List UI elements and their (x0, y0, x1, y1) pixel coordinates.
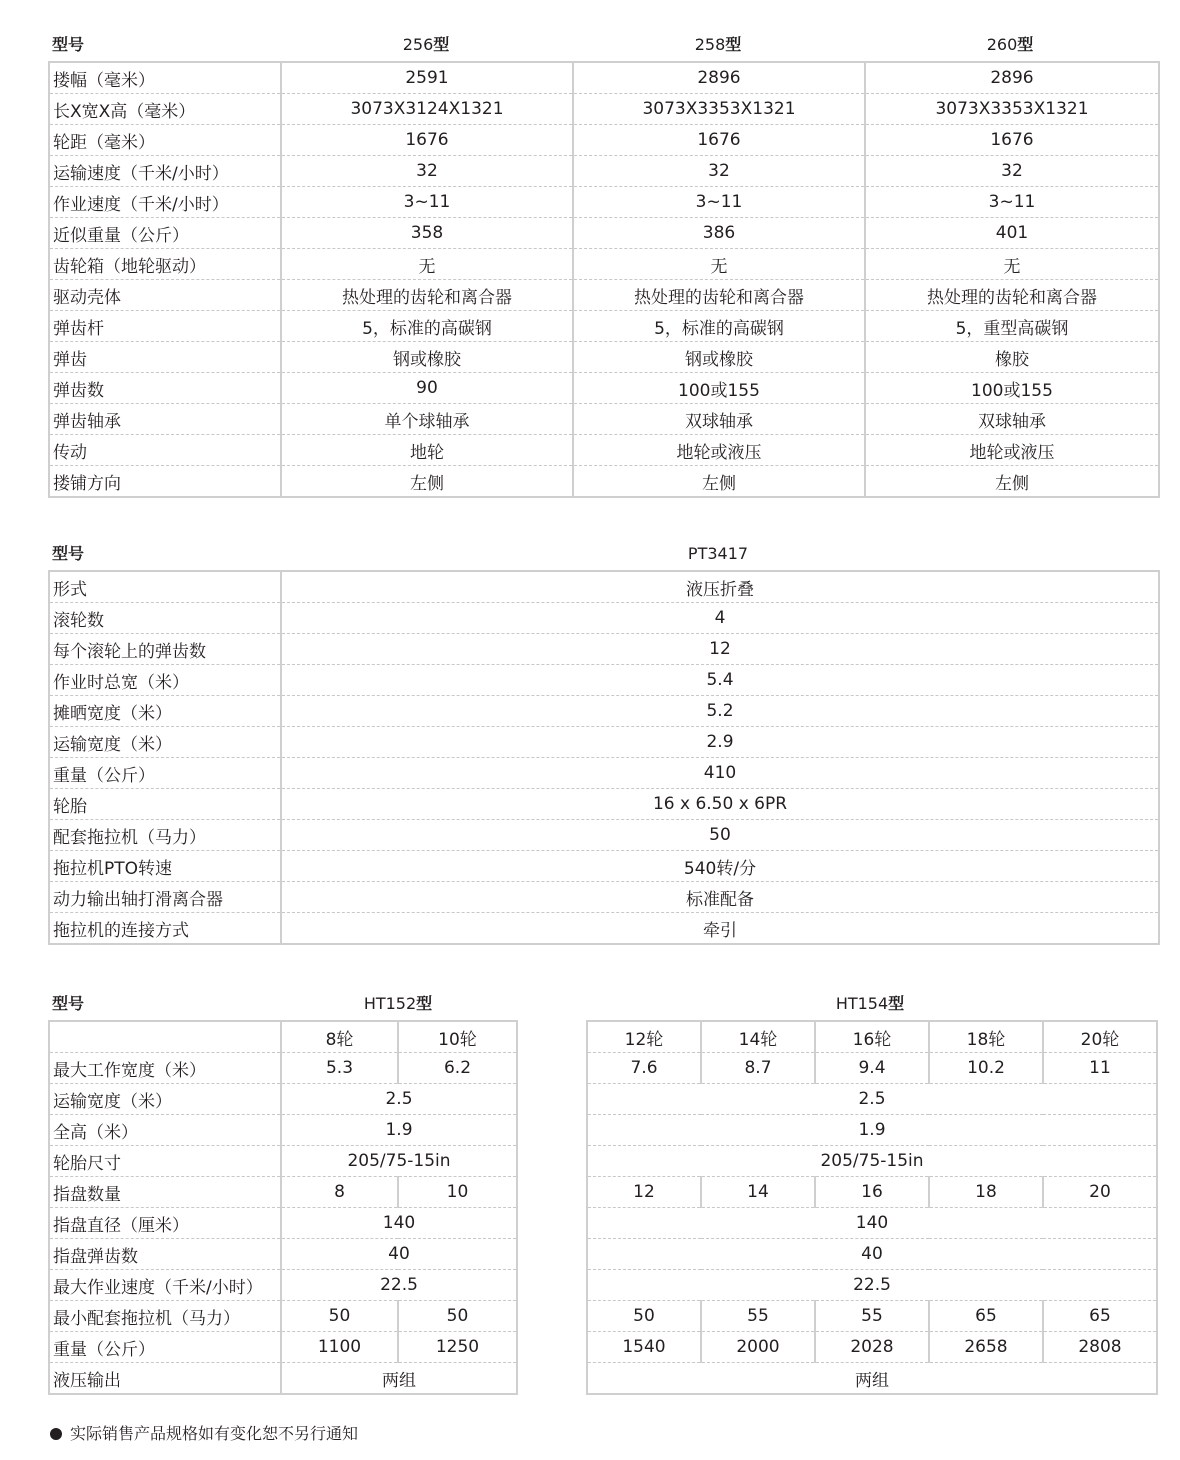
spec-value: 5，标准的高碳钢 (281, 311, 573, 342)
spec-value: 65 (929, 1301, 1043, 1332)
row-label: 重量（公斤） (49, 1332, 281, 1363)
row-label: 最小配套拖拉机（马力） (49, 1301, 281, 1332)
table-row (49, 1270, 517, 1301)
table-row (49, 1115, 517, 1146)
table-row (49, 1208, 517, 1239)
spec-table-ht154 (586, 1020, 1158, 1395)
spec-value: 4 (281, 603, 1159, 634)
row-label: 液压输出 (49, 1363, 281, 1395)
column-header: 20轮 (1043, 1021, 1157, 1053)
row-label: 重量（公斤） (49, 758, 281, 789)
table-row (49, 1301, 517, 1332)
table-row (587, 1177, 1157, 1208)
table-row (49, 851, 1159, 882)
spec-value: 1676 (281, 125, 573, 156)
spec-value: 386 (573, 218, 865, 249)
spec-value: 2.5 (281, 1084, 517, 1115)
table-row (49, 156, 1159, 187)
table-row (587, 1084, 1157, 1115)
spec-value: 5，标准的高碳钢 (573, 311, 865, 342)
model-label: 型号 (52, 35, 85, 54)
table-row (49, 820, 1159, 851)
table-row (49, 913, 1159, 945)
spec-value: 55 (815, 1301, 929, 1332)
spec-value: 2658 (929, 1332, 1043, 1363)
table-row (587, 1332, 1157, 1363)
row-label: 动力输出轴打滑离合器 (49, 882, 281, 913)
table-row (49, 187, 1159, 218)
spec-value: 无 (281, 249, 573, 280)
spec-value: 两组 (587, 1363, 1157, 1395)
table-row (49, 125, 1159, 156)
spec-value: 6.2 (398, 1053, 517, 1084)
table-row (49, 280, 1159, 311)
spec-value: 358 (281, 218, 573, 249)
spec-value: 1100 (281, 1332, 398, 1363)
table-row (49, 342, 1159, 373)
row-label: 每个滚轮上的弹齿数 (49, 634, 281, 665)
table-row (587, 1270, 1157, 1301)
model-258-title: 258型 (694, 35, 742, 54)
row-label: 作业时总宽（米） (49, 665, 281, 696)
table-row (49, 1146, 517, 1177)
spec-value: 90 (281, 373, 573, 404)
spec-value: 8.7 (701, 1053, 815, 1084)
model-260-title: 260型 (986, 35, 1034, 54)
spec-value: 14 (701, 1177, 815, 1208)
spec-value: 205/75-15in (281, 1146, 517, 1177)
row-label: 弹齿杆 (49, 311, 281, 342)
table-row (49, 665, 1159, 696)
spec-value: 双球轴承 (865, 404, 1159, 435)
spec-value: 1250 (398, 1332, 517, 1363)
spec-value: 2028 (815, 1332, 929, 1363)
spec-value: 2000 (701, 1332, 815, 1363)
column-header: 8轮 (281, 1021, 398, 1053)
row-label: 拖拉机PTO转速 (49, 851, 281, 882)
row-label: 弹齿轴承 (49, 404, 281, 435)
row-label: 长X宽X高（毫米） (49, 94, 281, 125)
table-row (49, 603, 1159, 634)
spec-value: 11 (1043, 1053, 1157, 1084)
spec-value: 50 (281, 1301, 398, 1332)
row-label: 运输速度（千米/小时） (49, 156, 281, 187)
spec-value: 两组 (281, 1363, 517, 1395)
spec-value: 双球轴承 (573, 404, 865, 435)
table-row (49, 634, 1159, 665)
row-label: 驱动壳体 (49, 280, 281, 311)
spec-value: 140 (281, 1208, 517, 1239)
spec-value: 3073X3124X1321 (281, 94, 573, 125)
spec-value: 50 (587, 1301, 701, 1332)
table-row (49, 727, 1159, 758)
table-row (49, 1084, 517, 1115)
row-label: 轮距（毫米） (49, 125, 281, 156)
table-row (49, 571, 1159, 603)
column-header: 12轮 (624, 1029, 664, 1050)
row-label: 传动 (49, 435, 281, 466)
spec-value: 5.2 (281, 696, 1159, 727)
spec-value: 3~11 (573, 187, 865, 218)
row-label: 摊晒宽度（米） (49, 696, 281, 727)
spec-value: 左侧 (865, 466, 1159, 498)
row-label: 运输宽度（米） (49, 1084, 281, 1115)
table-row (49, 1239, 517, 1270)
spec-value: 液压折叠 (281, 571, 1159, 603)
spec-value: 2808 (1043, 1332, 1157, 1363)
table-row (49, 1053, 517, 1084)
row-label: 指盘数量 (49, 1177, 281, 1208)
spec-value: 无 (573, 249, 865, 280)
row-label: 滚轮数 (49, 603, 281, 634)
row-label: 最大作业速度（千米/小时） (49, 1270, 281, 1301)
spec-value: 9.4 (815, 1053, 929, 1084)
spec-value: 3~11 (281, 187, 573, 218)
table-row (49, 1332, 517, 1363)
table-row (49, 758, 1159, 789)
spec-value: 5.3 (281, 1053, 398, 1084)
spec-value: 12 (281, 634, 1159, 665)
row-label: 作业速度（千米/小时） (49, 187, 281, 218)
table-row (49, 404, 1159, 435)
spec-value: 540转/分 (281, 851, 1159, 882)
spec-value: 3~11 (865, 187, 1159, 218)
column-header: 18轮 (929, 1021, 1043, 1053)
table-row (587, 1239, 1157, 1270)
spec-value: 100或155 (865, 373, 1159, 404)
spec-value: 18 (929, 1177, 1043, 1208)
spec-value: 100或155 (573, 373, 865, 404)
spec-value: 1540 (587, 1332, 701, 1363)
model-256-title: 256型 (402, 35, 450, 54)
spec-value: 单个球轴承 (281, 404, 573, 435)
spec-value: 地轮 (281, 435, 573, 466)
spec-value: 无 (865, 249, 1159, 280)
spec-value: 410 (281, 758, 1159, 789)
table-row (49, 882, 1159, 913)
spec-value: 2591 (281, 62, 573, 94)
table-row (49, 466, 1159, 498)
spec-value: 20 (1043, 1177, 1157, 1208)
spec-value: 5.4 (281, 665, 1159, 696)
spec-value: 热处理的齿轮和离合器 (573, 280, 865, 311)
row-label: 拖拉机的连接方式 (49, 913, 281, 945)
spec-value: 牵引 (281, 913, 1159, 945)
spec-value: 50 (281, 820, 1159, 851)
spec-value: 热处理的齿轮和离合器 (865, 280, 1159, 311)
row-label: 指盘直径（厘米） (49, 1208, 281, 1239)
table-row (49, 311, 1159, 342)
spec-value: 2896 (573, 62, 865, 94)
table-row (587, 1146, 1157, 1177)
table-row (49, 696, 1159, 727)
spec-value: 左侧 (281, 466, 573, 498)
spec-value: 钢或橡胶 (281, 342, 573, 373)
spec-value: 1.9 (587, 1115, 1157, 1146)
spec-value: 12 (587, 1177, 701, 1208)
model-ht154-title: HT154型 (835, 994, 905, 1013)
row-label: 指盘弹齿数 (49, 1239, 281, 1270)
table-row (49, 249, 1159, 280)
spec-value: 205/75-15in (587, 1146, 1157, 1177)
model-ht152-title: HT152型 (363, 994, 433, 1013)
spec-value: 2.9 (281, 727, 1159, 758)
spec-value: 地轮或液压 (865, 435, 1159, 466)
spec-value: 1676 (573, 125, 865, 156)
empty-header-cell (49, 1021, 281, 1053)
spec-value: 55 (701, 1301, 815, 1332)
spec-value: 40 (587, 1239, 1157, 1270)
footnote (50, 1422, 358, 1446)
row-label: 搂铺方向 (49, 466, 281, 498)
table-row (49, 62, 1159, 94)
spec-value: 1.9 (281, 1115, 517, 1146)
spec-value: 热处理的齿轮和离合器 (281, 280, 573, 311)
spec-value: 32 (865, 156, 1159, 187)
spec-value: 32 (281, 156, 573, 187)
spec-table-ht152 (48, 1020, 518, 1395)
row-label: 近似重量（公斤） (49, 218, 281, 249)
bullet-icon (50, 1428, 62, 1440)
row-label: 齿轮箱（地轮驱动） (49, 249, 281, 280)
row-label: 轮胎 (49, 789, 281, 820)
table1-header (48, 32, 1158, 58)
column-header: 14轮 (701, 1021, 815, 1053)
row-label: 配套拖拉机（马力） (49, 820, 281, 851)
table-row (49, 373, 1159, 404)
footnote-text: 实际销售产品规格如有变化恕不另行通知 (70, 1424, 359, 1443)
spec-value: 标准配备 (281, 882, 1159, 913)
spec-value: 3073X3353X1321 (573, 94, 865, 125)
spec-value: 22.5 (281, 1270, 517, 1301)
table-row (49, 94, 1159, 125)
row-label: 弹齿 (49, 342, 281, 373)
table-row (587, 1115, 1157, 1146)
spec-value: 2.5 (587, 1084, 1157, 1115)
row-label: 运输宽度（米） (49, 727, 281, 758)
spec-value: 2896 (865, 62, 1159, 94)
table-row (49, 1021, 517, 1053)
spec-value: 8 (281, 1177, 398, 1208)
spec-table-pt3417 (48, 570, 1160, 945)
model-pt3417-title: PT3417 (687, 544, 749, 563)
spec-value: 16 (815, 1177, 929, 1208)
row-label: 形式 (53, 579, 87, 600)
spec-value: 7.6 (587, 1053, 701, 1084)
spec-value: 32 (573, 156, 865, 187)
spec-value: 16 x 6.50 x 6PR (281, 789, 1159, 820)
spec-value: 10 (398, 1177, 517, 1208)
column-header: 16轮 (815, 1021, 929, 1053)
spec-value: 1676 (865, 125, 1159, 156)
table-row (587, 1021, 1157, 1053)
row-label: 最大工作宽度（米） (49, 1053, 281, 1084)
row-label: 全高（米） (49, 1115, 281, 1146)
table2-header (48, 541, 1158, 567)
table-row (49, 1177, 517, 1208)
table-row (49, 1363, 517, 1395)
spec-value: 10.2 (929, 1053, 1043, 1084)
spec-value: 65 (1043, 1301, 1157, 1332)
spec-value: 钢或橡胶 (573, 342, 865, 373)
spec-value: 50 (398, 1301, 517, 1332)
table3-header (48, 991, 1158, 1017)
table-row (587, 1053, 1157, 1084)
table-row (587, 1208, 1157, 1239)
table-row (49, 435, 1159, 466)
table-row (49, 218, 1159, 249)
spec-value: 橡胶 (865, 342, 1159, 373)
model-label: 型号 (52, 544, 85, 563)
spec-value: 3073X3353X1321 (865, 94, 1159, 125)
spec-value: 地轮或液压 (573, 435, 865, 466)
spec-value: 左侧 (573, 466, 865, 498)
table-row (587, 1363, 1157, 1395)
row-label: 弹齿数 (49, 373, 281, 404)
spec-value: 401 (865, 218, 1159, 249)
model-label: 型号 (52, 994, 85, 1013)
spec-value: 22.5 (587, 1270, 1157, 1301)
row-label: 轮胎尺寸 (49, 1146, 281, 1177)
spec-value: 5，重型高碳钢 (865, 311, 1159, 342)
spec-table-256-258-260 (48, 61, 1160, 498)
table-row (49, 789, 1159, 820)
column-header: 10轮 (398, 1021, 517, 1053)
table-row (587, 1301, 1157, 1332)
row-label: 搂幅（毫米） (53, 70, 155, 91)
spec-value: 40 (281, 1239, 517, 1270)
spec-value: 140 (587, 1208, 1157, 1239)
